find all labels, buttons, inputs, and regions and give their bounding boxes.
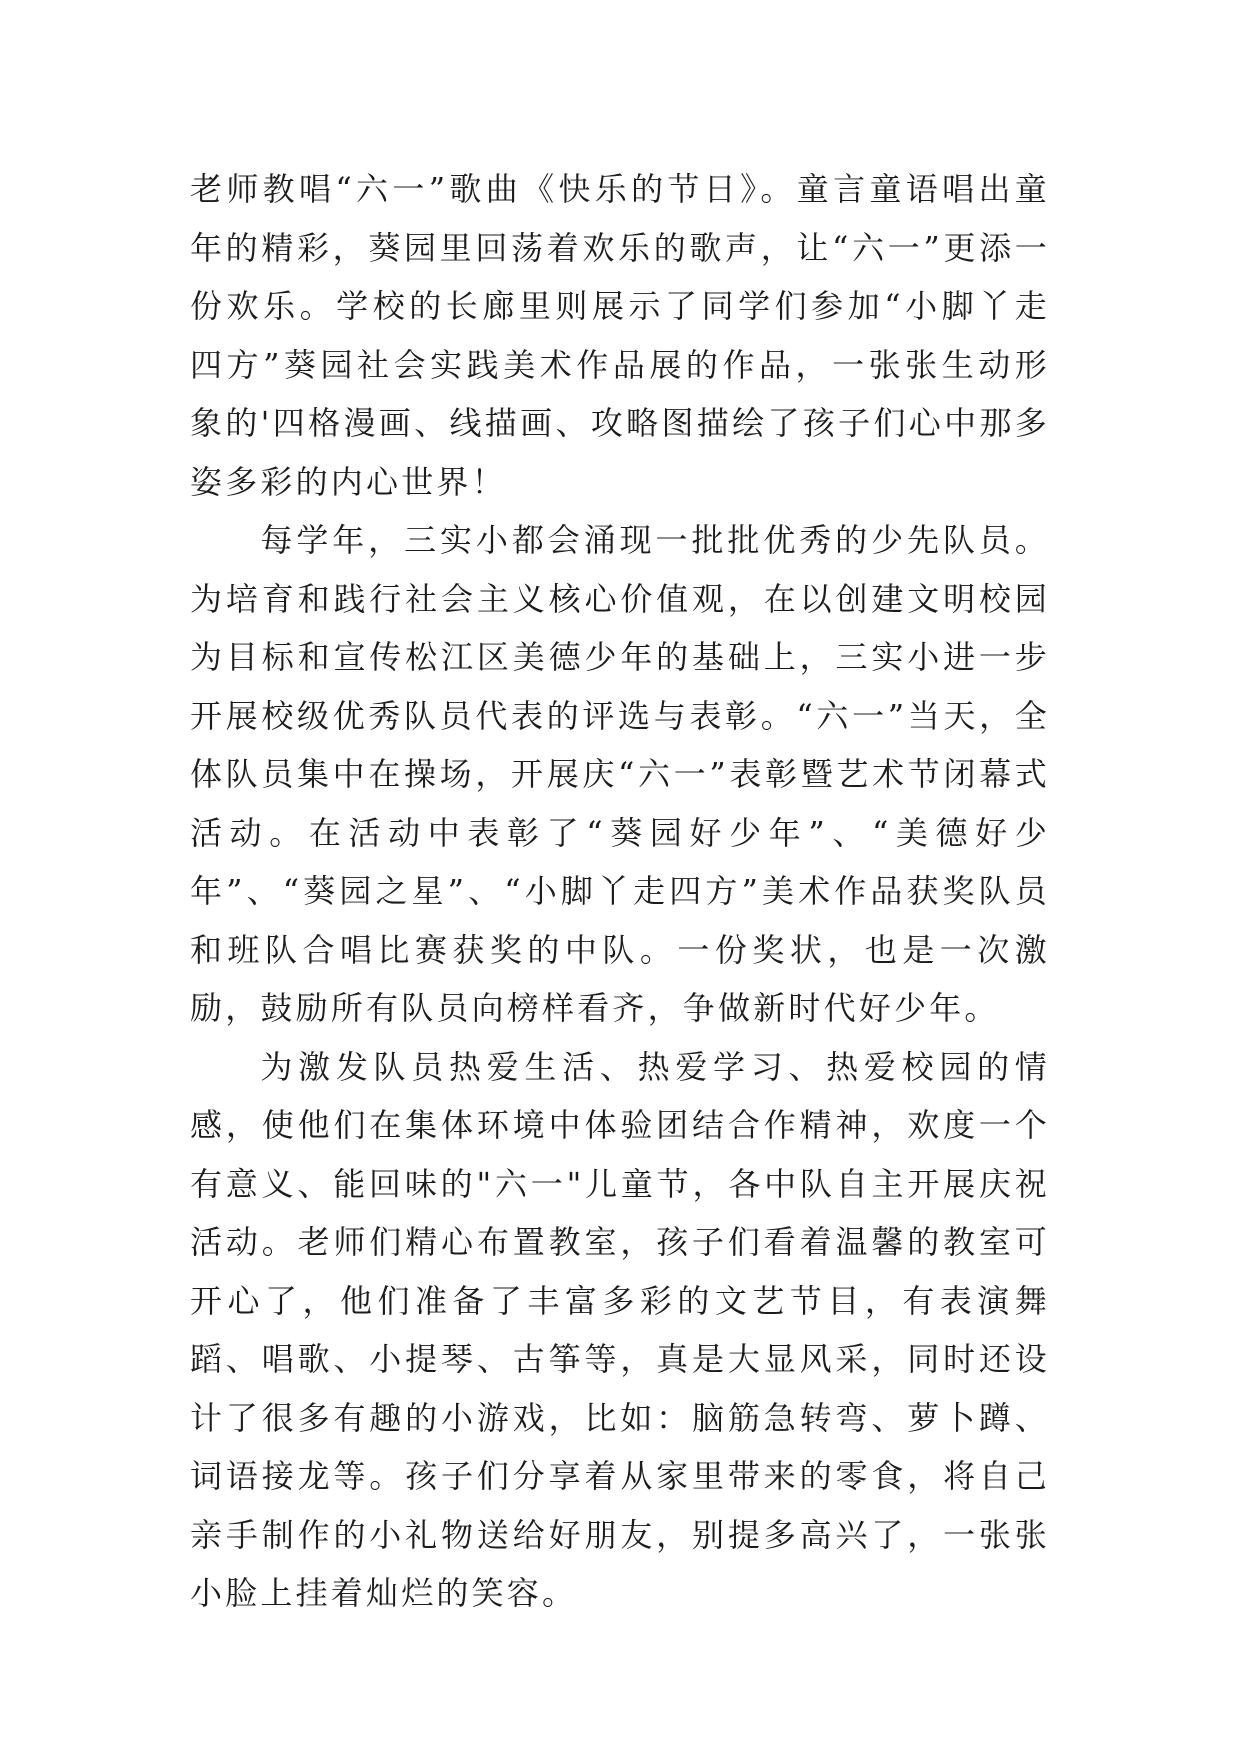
paragraph-continued: 老师教唱“六一”歌曲《快乐的节日》。童言童语唱出童年的精彩，葵园里回荡着欢乐的歌声，让“六一”更添一份欢乐。学校的长廊里则展示了同学们参加“小脚丫走四方”葵园社会实践美术作品展的作品，一张张生动形象的'四格漫画、线描画、攻略图描绘了孩子们心中那多姿多彩的内心世界！ — [190, 170, 1050, 501]
paragraph-outstanding-members: 每学年，三实小都会涌现一批批优秀的少先队员。为培育和践行社会主义核心价值观，在以创建文明校园为目标和宣传松江区美德少年的基础上，三实小进一步开展校级优秀队员代表的评选与表彰。“六一”当天，全体队员集中在操场，开展庆“六一”表彰暨艺术节闭幕式活动。在活动中表彰了“葵园好少年”、“美德好少年”、“葵园之星”、“小脚丫走四方”美术作品获奖队员和班队合唱比赛获奖的中队。一份奖状，也是一次激励，鼓励所有队员向榜样看齐，争做新时代好少年。 — [190, 521, 1050, 1027]
document-body — [190, 160, 1050, 1623]
paragraph-class-celebrations: 为激发队员热爱生活、热爱学习、热爱校园的情感，使他们在集体环境中体验团结合作精神，欢度一个有意义、能回味的"六一"儿童节，各中队自主开展庆祝活动。老师们精心布置教室，孩子们看着温馨的教室可开心了，他们准备了丰富多彩的文艺节目，有表演舞蹈、唱歌、小提琴、古筝等，真是大显风采，同时还设计了很多有趣的小游戏，比如：脑筋急转弯、萝卜蹲、词语接龙等。孩子们分享着从家里带来的零食，将自己亲手制作的小礼物送给好朋友，别提多高兴了，一张张小脸上挂着灿烂的笑容。 — [190, 1047, 1050, 1612]
